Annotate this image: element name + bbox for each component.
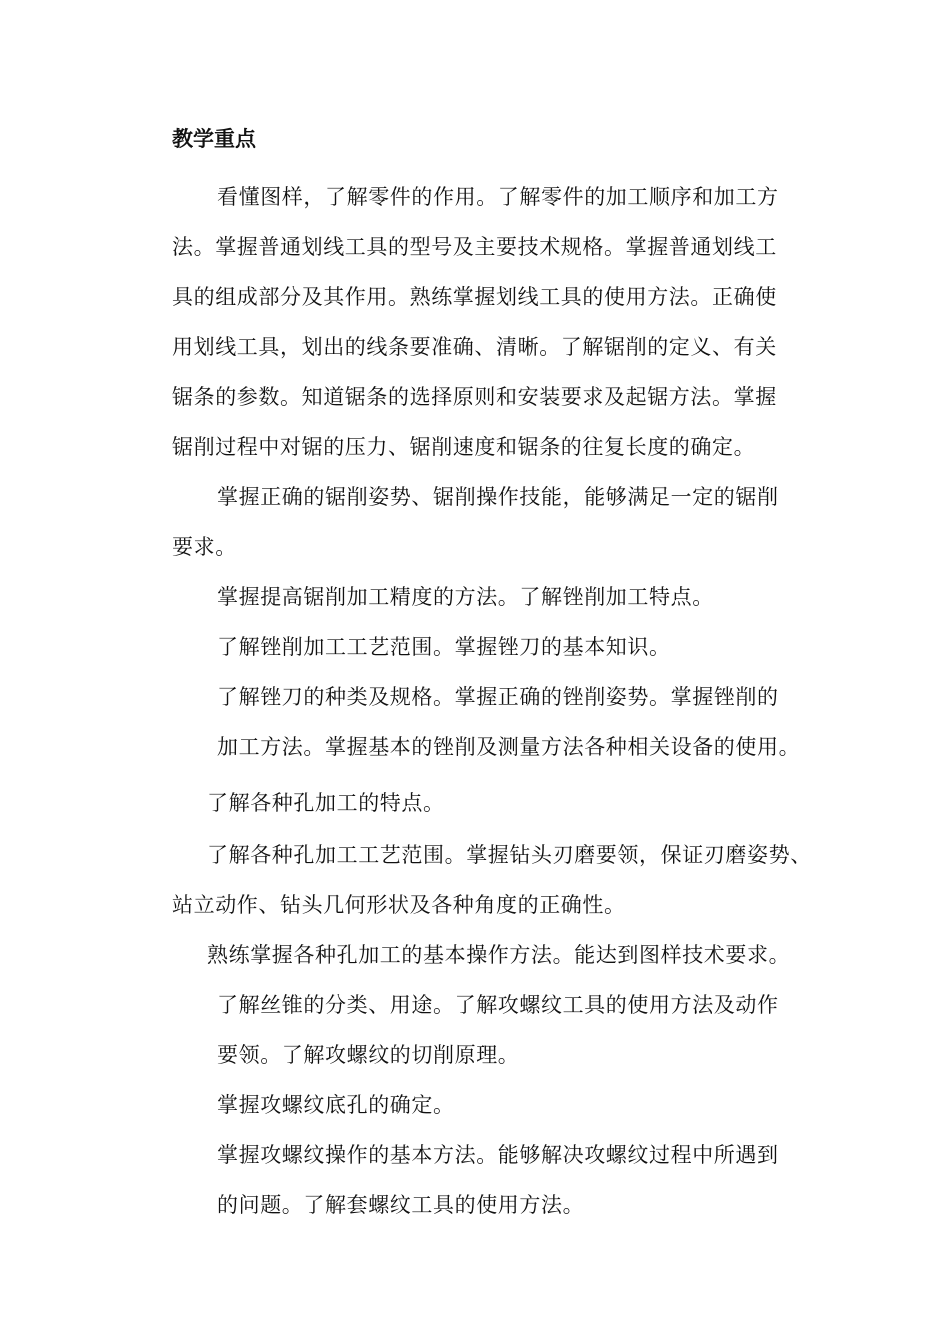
text-line: 锯削过程中对锯的压力、锯削速度和锯条的往复长度的确定。 (172, 435, 756, 459)
text-line: 掌握提高锯削加工精度的方法。了解锉削加工特点。 (217, 585, 714, 609)
text-line: 法。掌握普通划线工具的型号及主要技术规格。掌握普通划线工 (172, 235, 777, 259)
text-line: 掌握正确的锯削姿势、锯削操作技能，能够满足一定的锯削 (217, 485, 779, 509)
text-line: 了解各种孔加工工艺范围。掌握钻头刃磨要领，保证刃磨姿势、 (207, 843, 812, 867)
text-line: 锯条的参数。知道锯条的选择原则和安装要求及起锯方法。掌握 (172, 385, 777, 409)
text-line: 具的组成部分及其作用。熟练掌握划线工具的使用方法。正确使 (172, 285, 777, 309)
text-line: 看懂图样，了解零件的作用。了解零件的加工顺序和加工方 (217, 185, 779, 209)
text-line: 熟练掌握各种孔加工的基本操作方法。能达到图样技术要求。 (207, 943, 791, 967)
text-line: 掌握攻螺纹底孔的确定。 (217, 1093, 455, 1117)
text-line: 加工方法。掌握基本的锉削及测量方法各种相关设备的使用。 (217, 735, 801, 759)
text-line: 站立动作、钻头几何形状及各种角度的正确性。 (172, 893, 626, 917)
text-line: 了解锉削加工工艺范围。掌握锉刀的基本知识。 (217, 635, 671, 659)
text-line: 掌握攻螺纹操作的基本方法。能够解决攻螺纹过程中所遇到 (217, 1143, 779, 1167)
section-title: 教学重点 (172, 127, 256, 151)
text-line: 要求。 (172, 535, 237, 559)
text-line: 的问题。了解套螺纹工具的使用方法。 (217, 1193, 585, 1217)
text-line: 用划线工具，划出的线条要准确、清晰。了解锯削的定义、有关 (172, 335, 777, 359)
text-line: 了解丝锥的分类、用途。了解攻螺纹工具的使用方法及动作 (217, 993, 779, 1017)
text-line: 了解各种孔加工的特点。 (207, 791, 445, 815)
text-line: 要领。了解攻螺纹的切削原理。 (217, 1043, 520, 1067)
text-line: 了解锉刀的种类及规格。掌握正确的锉削姿势。掌握锉削的 (217, 685, 779, 709)
